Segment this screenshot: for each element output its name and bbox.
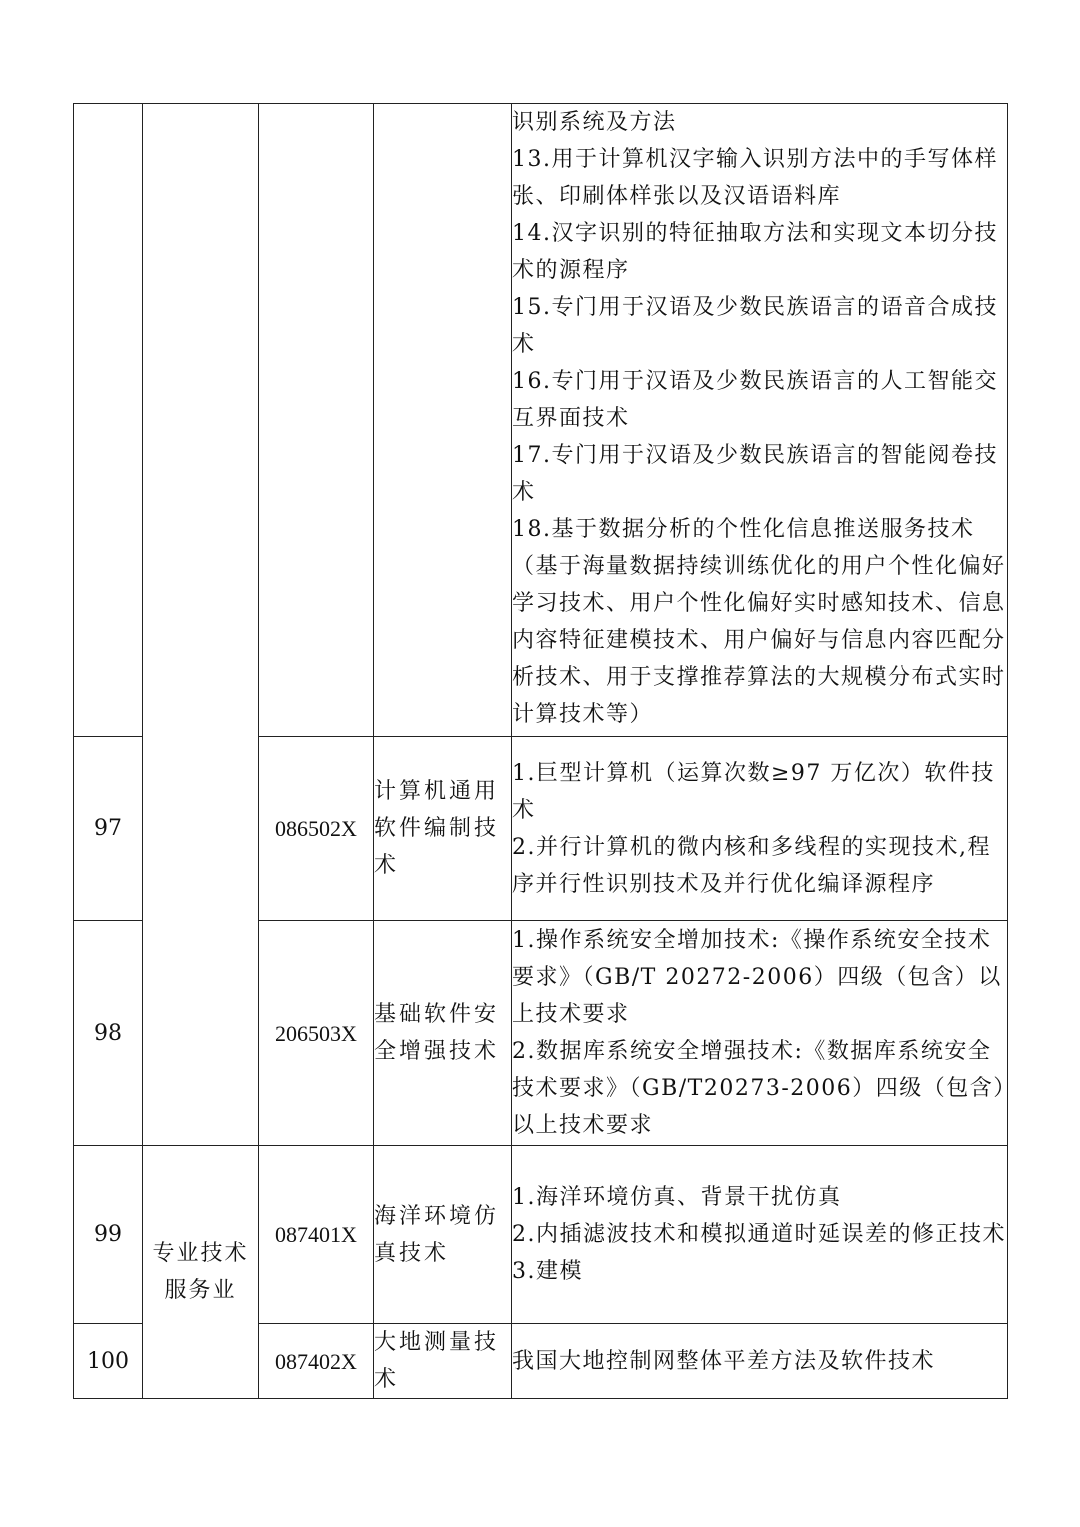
table-row	[74, 1146, 1008, 1324]
tech-name-cell: 海洋环境仿真技术	[374, 1146, 512, 1324]
content-item: 2.内插滤波技术和模拟通道时延误差的修正技术	[512, 1222, 1006, 1247]
content-line: 识别系统及方法	[512, 110, 677, 135]
row-number-cell: 98	[74, 921, 143, 1146]
code-cell: 087402X	[259, 1324, 374, 1399]
industry-cell: 专业技术服务业	[143, 1146, 259, 1399]
content-item: 1.操作系统安全增加技术:《操作系统安全技术要求》（GB/T 20272-2006）四级（包含）以上技术要求	[512, 928, 1002, 1027]
tech-content-cell	[512, 737, 1008, 921]
content-item: 18.基于数据分析的个性化信息推送服务技术（基于海量数据持续训练优化的用户个性化偏好学习技术、用户个性化偏好实时感知技术、信息内容特征建模技术、用户偏好与信息内容匹配分析技术、用于支撑推荐算法的大规模分布式实时计算技术等）	[512, 517, 1006, 727]
tech-content-cell	[512, 104, 1008, 737]
code-cell: 087401X	[259, 1146, 374, 1324]
row-number-cell	[74, 104, 143, 737]
content-item: 我国大地控制网整体平差方法及软件技术	[512, 1348, 936, 1374]
content-item: 1.巨型计算机（运算次数≥97 万亿次）软件技术	[512, 760, 995, 823]
content-item: 1.海洋环境仿真、背景干扰仿真	[512, 1185, 842, 1210]
tech-content-cell	[512, 1324, 1008, 1399]
tech-content-cell	[512, 1146, 1008, 1324]
tech-name-cell: 计算机通用软件编制技术	[374, 737, 512, 921]
code-cell	[259, 104, 374, 737]
row-number-cell: 100	[74, 1324, 143, 1399]
tech-content-cell	[512, 921, 1008, 1146]
tech-name-cell	[374, 104, 512, 737]
table-row	[74, 104, 1008, 737]
content-item: 2.数据库系统安全增强技术:《数据库系统安全技术要求》（GB/T20273-2006）四级（包含）以上技术要求	[512, 1039, 1006, 1138]
industry-cell	[143, 104, 259, 1146]
row-number-cell: 97	[74, 737, 143, 921]
content-item: 3.建模	[512, 1259, 583, 1284]
tech-name-cell: 大地测量技术	[374, 1324, 512, 1399]
content-item: 17.专门用于汉语及少数民族语言的智能阅卷技术	[512, 443, 998, 505]
code-cell: 086502X	[259, 737, 374, 921]
row-number-cell: 99	[74, 1146, 143, 1324]
content-item: 14.汉字识别的特征抽取方法和实现文本切分技术的源程序	[512, 221, 998, 283]
content-item: 13.用于计算机汉字输入识别方法中的手写体样张、印刷体样张以及汉语语料库	[512, 147, 998, 209]
content-item: 16.专门用于汉语及少数民族语言的人工智能交互界面技术	[512, 369, 998, 431]
code-cell: 206503X	[259, 921, 374, 1146]
technology-table	[73, 103, 1008, 1399]
content-item: 15.专门用于汉语及少数民族语言的语音合成技术	[512, 295, 998, 357]
content-item: 2.并行计算机的微内核和多线程的实现技术,程序并行性识别技术及并行优化编译源程序	[512, 834, 991, 897]
tech-name-cell: 基础软件安全增强技术	[374, 921, 512, 1146]
